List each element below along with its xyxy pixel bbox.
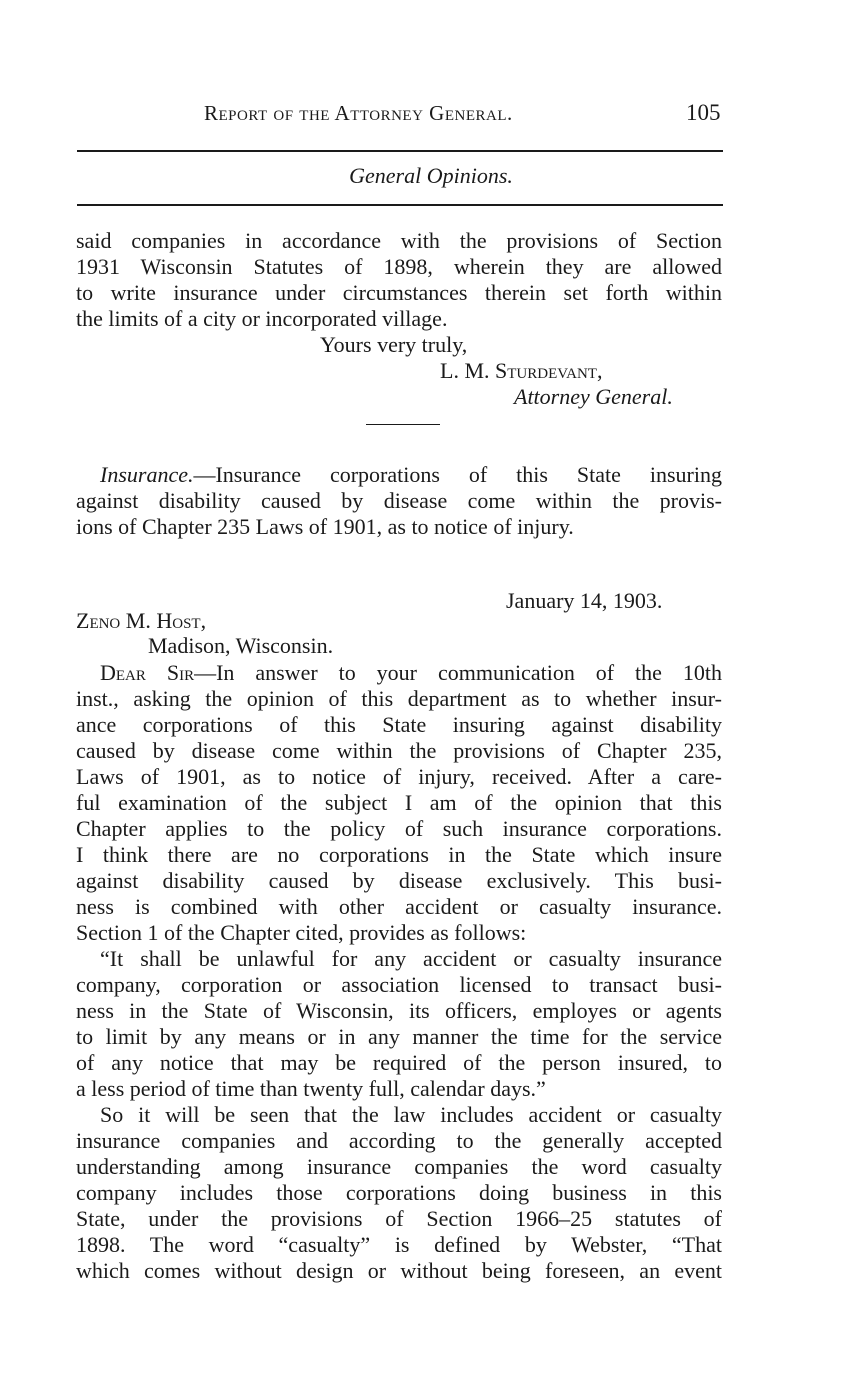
continuation-line: 1931 Wisconsin Statutes of 1898, wherein they are allowed bbox=[76, 254, 722, 279]
closing-phrase: Yours very truly, bbox=[320, 332, 468, 357]
section-title: General Opinions. bbox=[349, 163, 513, 188]
letter-body bbox=[76, 660, 722, 1284]
body-line: inst., asking the opinion of this department as to whether insur- bbox=[76, 686, 722, 711]
body-line: against disability caused by disease exclusively. This busi- bbox=[76, 868, 722, 893]
quote-line: “It shall be unlawful for any accident or casualty insurance bbox=[100, 946, 722, 971]
continuation-paragraph bbox=[76, 228, 722, 332]
body-line: ness is combined with other accident or casualty insurance. bbox=[76, 894, 722, 919]
body-line: State, under the provisions of Section 1966–25 statutes of bbox=[76, 1206, 722, 1231]
headnote-line: ions of Chapter 235 Laws of 1901, as to notice of injury. bbox=[76, 514, 574, 539]
addressee-location: Madison, Wisconsin. bbox=[148, 633, 334, 658]
continuation-line: the limits of a city or incorporated village. bbox=[76, 306, 448, 331]
body-line: caused by disease come within the provisions of Chapter 235, bbox=[76, 738, 722, 763]
body-line: Section 1 of the Chapter cited, provides as follows: bbox=[76, 920, 527, 945]
header-rule-bottom bbox=[77, 204, 723, 206]
body-line: ful examination of the subject I am of the opinion that this bbox=[76, 790, 722, 815]
body-line: Laws of 1901, as to notice of injury, received. After a care- bbox=[76, 764, 722, 789]
body-line: So it will be seen that the law includes accident or casualty bbox=[100, 1102, 722, 1127]
headnote-text: —Insurance corporations of this State insuring bbox=[193, 462, 722, 487]
continuation-line: to write insurance under circumstances therein set forth within bbox=[76, 280, 722, 305]
separator-rule bbox=[366, 424, 440, 425]
quote-line: to limit by any means or in any manner the time for the service bbox=[76, 1024, 722, 1049]
quote-line: of any notice that may be required of the person insured, to bbox=[76, 1050, 722, 1075]
signer-name: L. M. Sturdevant, bbox=[440, 358, 603, 383]
headnote bbox=[76, 462, 722, 540]
page-number: 105 bbox=[686, 100, 721, 125]
headnote-line bbox=[76, 462, 722, 488]
body-line: 1898. The word “casualty” is defined by Webster, “That bbox=[76, 1232, 722, 1257]
body-line: ance corporations of this State insuring against disability bbox=[76, 712, 722, 737]
body-line: insurance companies and according to the generally accepted bbox=[76, 1128, 722, 1153]
running-head: Report of the Attorney General. bbox=[204, 101, 513, 125]
quote-line: company, corporation or association licensed to transact busi- bbox=[76, 972, 722, 997]
body-line: Dear Sir—In answer to your communication of the 10th bbox=[100, 660, 722, 685]
header-rule-top bbox=[77, 150, 723, 152]
signer-surname: Sturdevant, bbox=[495, 358, 603, 383]
headnote-line: against disability caused by disease come within the provis- bbox=[76, 488, 722, 513]
salutation: Dear Sir bbox=[100, 660, 195, 685]
body-line: Chapter applies to the policy of such insurance corporations. bbox=[76, 816, 722, 841]
body-line: understanding among insurance companies the word casualty bbox=[76, 1154, 722, 1179]
addressee-name: Zeno M. Host, bbox=[76, 608, 207, 633]
body-line: which comes without design or without being foreseen, an event bbox=[76, 1258, 722, 1283]
letter-date: January 14, 1903. bbox=[506, 588, 663, 613]
quote-line: ness in the State of Wisconsin, its officers, employes or agents bbox=[76, 998, 722, 1023]
headnote-topic: Insurance. bbox=[100, 462, 194, 487]
body-line: I think there are no corporations in the State which insure bbox=[76, 842, 722, 867]
continuation-line: said companies in accordance with the provisions of Section bbox=[76, 228, 722, 253]
quote-line: a less period of time than twenty full, calendar days.” bbox=[76, 1076, 546, 1101]
signer-title: Attorney General. bbox=[514, 384, 673, 409]
body-line: company includes those corporations doing business in this bbox=[76, 1180, 722, 1205]
